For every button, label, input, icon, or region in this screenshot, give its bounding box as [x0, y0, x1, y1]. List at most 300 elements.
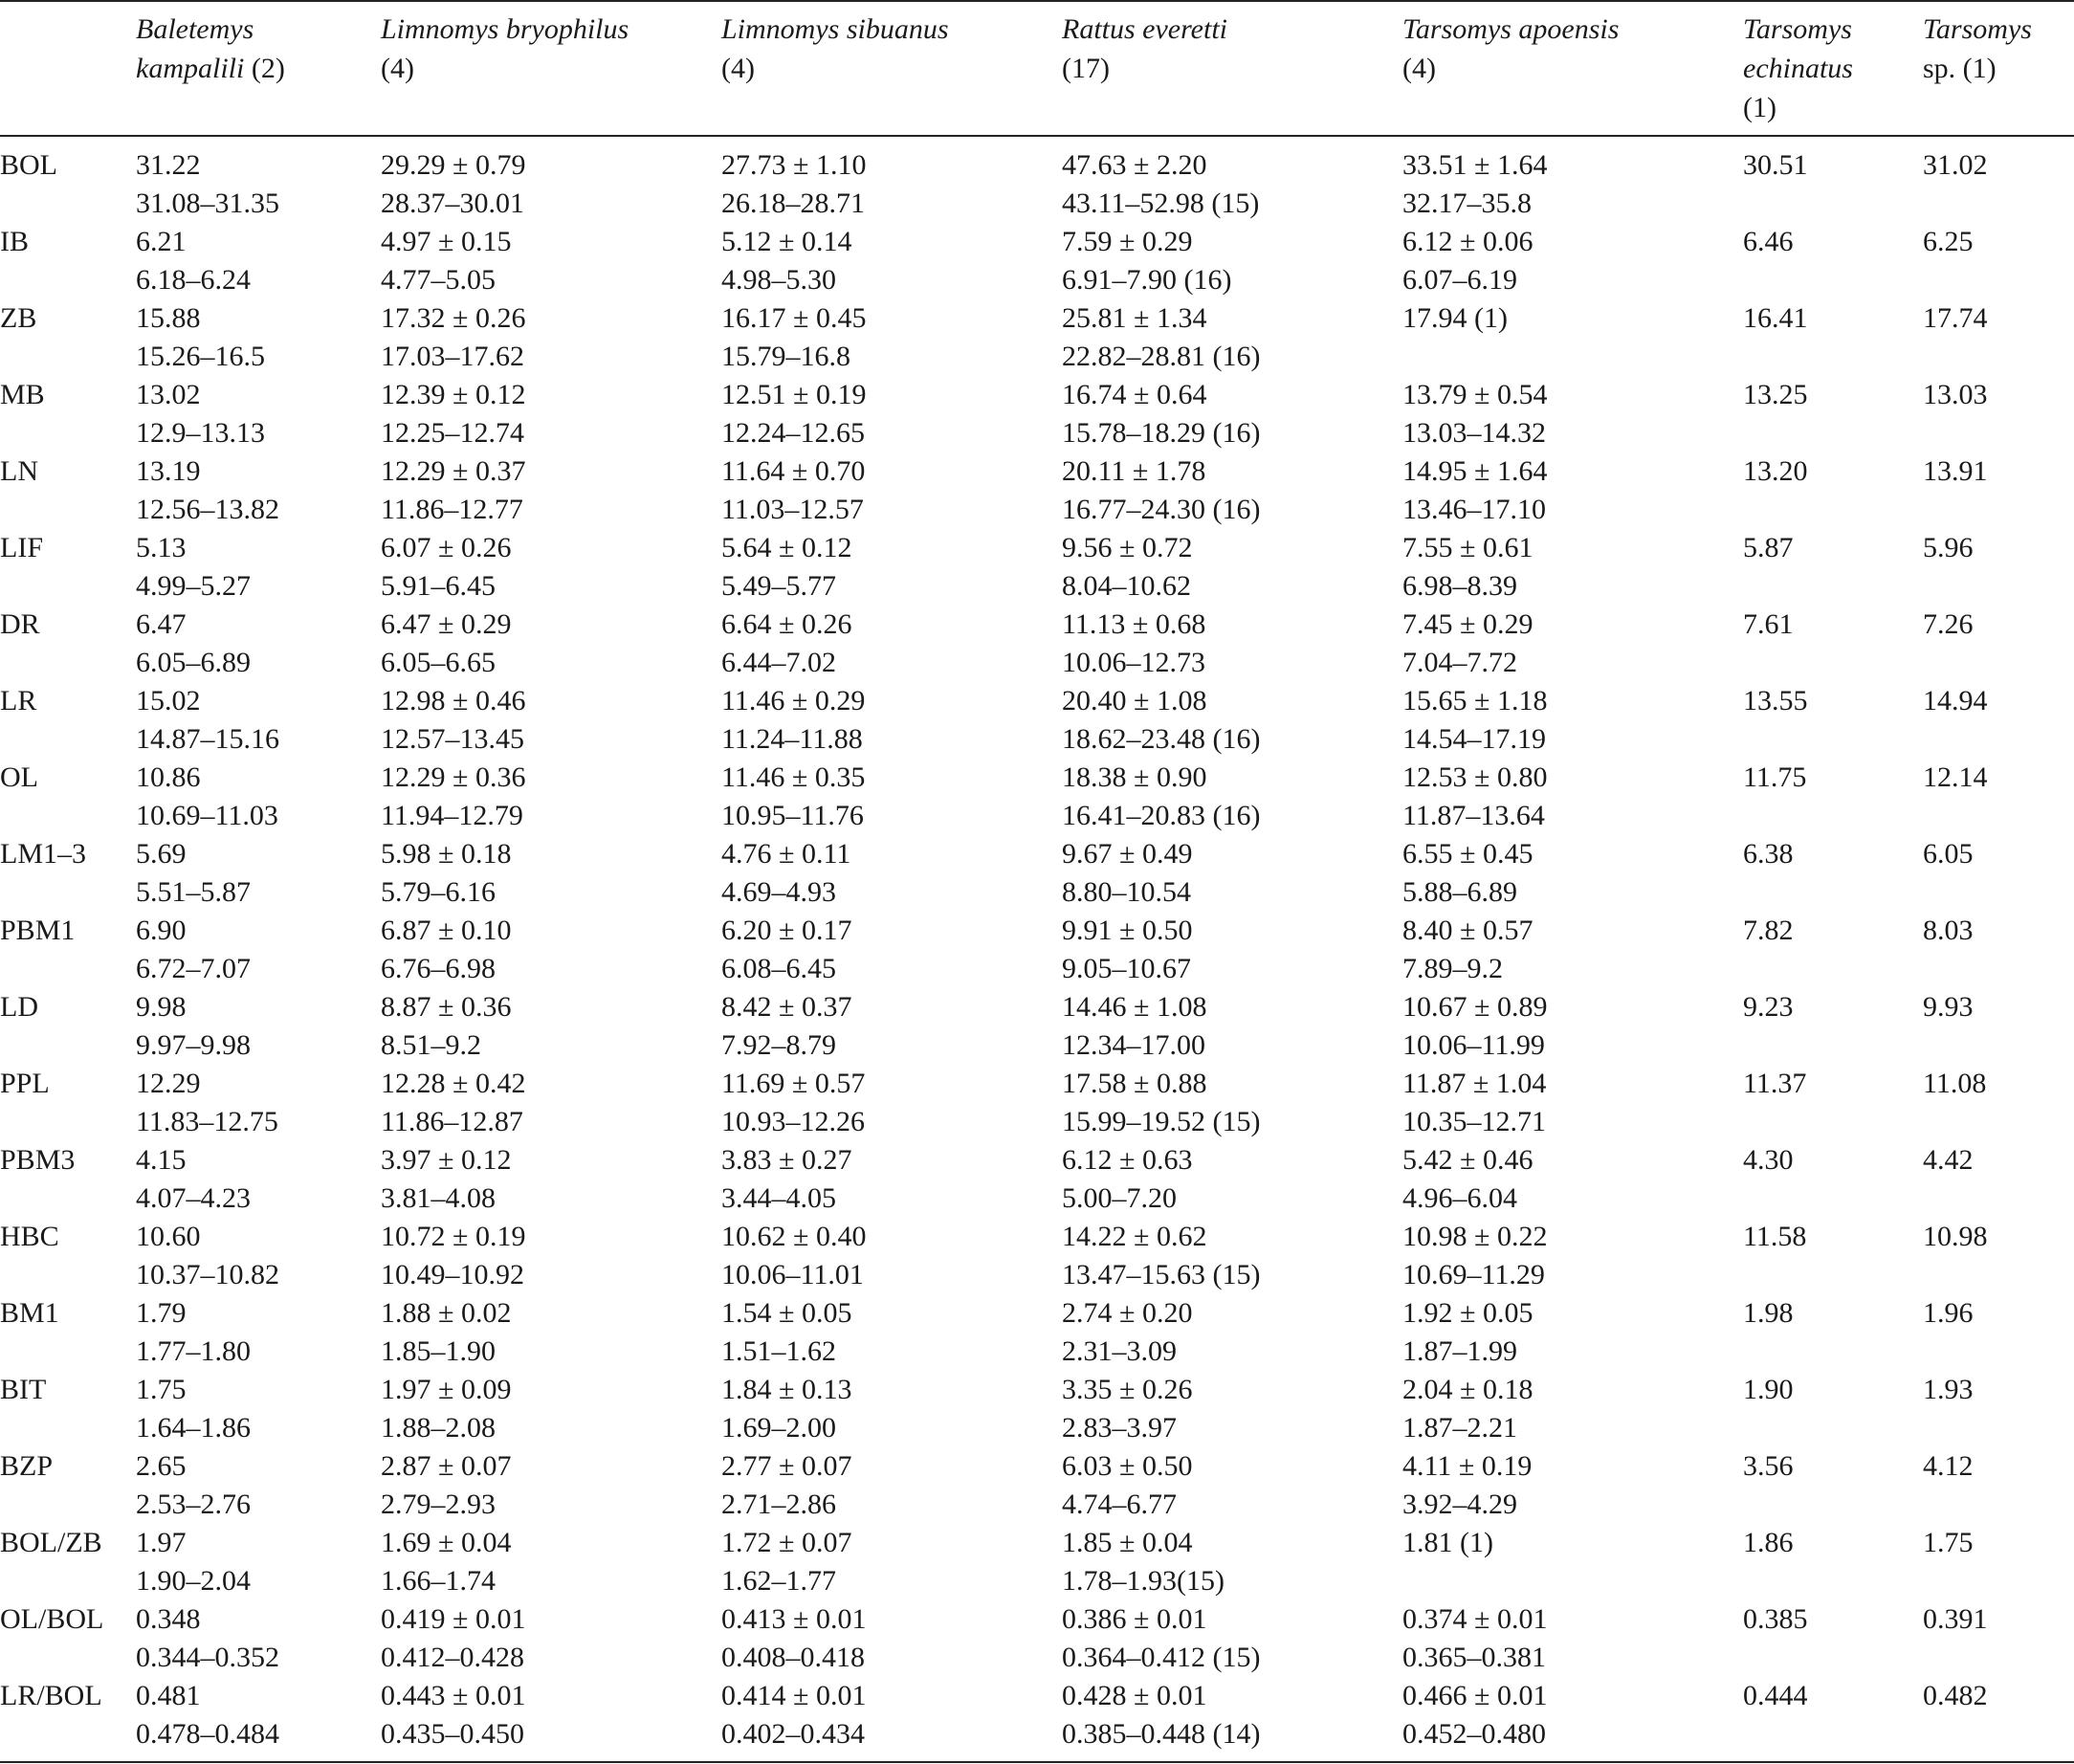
range-value-cell: 6.44–7.02: [721, 647, 836, 678]
empty-cell: [0, 1103, 136, 1141]
range-value-cell: 3.92–4.29: [1402, 1488, 1517, 1520]
mean-value-cell: 47.63 ± 2.20: [1062, 149, 1207, 181]
range-value-cell: [1743, 1256, 1923, 1294]
table-row-mean: [0, 1065, 2074, 1103]
mean-value-cell: 11.87 ± 1.04: [1402, 1068, 1547, 1099]
range-value-cell: 11.86–12.87: [381, 1106, 523, 1137]
header-cell-species: [136, 1, 381, 136]
range-value-cell: [1923, 1639, 2074, 1677]
mean-value-cell: 11.46 ± 0.35: [721, 761, 866, 793]
mean-value-cell: 0.386 ± 0.01: [1062, 1603, 1207, 1635]
range-value-cell: 31.08–31.35: [136, 187, 279, 219]
range-value-cell: 0.408–0.418: [721, 1642, 865, 1673]
range-value-cell: 2.83–3.97: [1062, 1412, 1177, 1444]
range-value-cell: 1.64–1.86: [136, 1412, 251, 1444]
mean-value-cell: 5.98 ± 0.18: [381, 838, 512, 870]
mean-value-cell: 1.90: [1743, 1374, 1794, 1405]
range-value-cell: 8.04–10.62: [1062, 570, 1191, 602]
mean-value-cell: 14.95 ± 1.64: [1402, 455, 1548, 487]
mean-value-cell: 2.65: [136, 1450, 187, 1482]
range-value-cell: 13.03–14.32: [1402, 417, 1546, 449]
mean-value-cell: 15.02: [136, 685, 201, 717]
range-value-cell: 11.86–12.77: [381, 494, 523, 525]
mean-value-cell: 18.38 ± 0.90: [1062, 761, 1207, 793]
mean-value-cell: 3.35 ± 0.26: [1062, 1374, 1193, 1405]
range-value-cell: [1743, 338, 1923, 376]
range-value-cell: 6.05–6.89: [136, 647, 251, 678]
mean-value-cell: 0.482: [1923, 1680, 1988, 1711]
table-row-range: [0, 338, 2074, 376]
range-value-cell: [1923, 1562, 2074, 1600]
range-value-cell: [1743, 567, 1923, 606]
table-row-mean: [0, 1600, 2074, 1639]
range-value-cell: 6.91–7.90 (16): [1062, 264, 1232, 296]
range-value-cell: 3.44–4.05: [721, 1182, 836, 1214]
header-cell-species: [1402, 1, 1743, 136]
range-value-cell: 9.97–9.98: [136, 1029, 251, 1061]
range-value-cell: [1923, 1103, 2074, 1141]
variable-label: LN: [0, 455, 38, 487]
range-value-cell: 10.95–11.76: [721, 800, 864, 831]
mean-value-cell: 10.98: [1923, 1221, 1988, 1252]
table-row-range: [0, 1409, 2074, 1447]
range-value-cell: 11.83–12.75: [136, 1106, 278, 1137]
range-value-cell: [1402, 338, 1743, 376]
mean-value-cell: 13.03: [1923, 379, 1988, 410]
range-value-cell: 7.92–8.79: [721, 1029, 836, 1061]
mean-value-cell: 2.74 ± 0.20: [1062, 1297, 1193, 1329]
range-value-cell: 11.87–13.64: [1402, 800, 1545, 831]
range-value-cell: 13.46–17.10: [1402, 494, 1546, 525]
mean-value-cell: 8.87 ± 0.36: [381, 991, 512, 1023]
mean-value-cell: 11.58: [1743, 1221, 1807, 1252]
table-row-mean: [0, 136, 2074, 185]
range-value-cell: [1402, 1562, 1743, 1600]
range-value-cell: 5.88–6.89: [1402, 876, 1517, 908]
mean-value-cell: 8.42 ± 0.37: [721, 991, 852, 1023]
mean-value-cell: 0.444: [1743, 1680, 1808, 1711]
range-value-cell: 0.385–0.448 (14): [1062, 1715, 1402, 1762]
range-value-cell: 4.07–4.23: [136, 1182, 251, 1214]
empty-cell: [0, 261, 136, 299]
range-value-cell: 4.74–6.77: [1062, 1488, 1177, 1520]
range-value-cell: 5.49–5.77: [721, 570, 836, 602]
mean-value-cell: 11.37: [1743, 1068, 1807, 1099]
mean-value-cell: 1.69 ± 0.04: [381, 1527, 512, 1558]
range-value-cell: 10.06–11.99: [1402, 1029, 1545, 1061]
range-value-cell: 0.344–0.352: [136, 1642, 279, 1673]
mean-value-cell: 9.93: [1923, 991, 1974, 1023]
mean-value-cell: 10.67 ± 0.89: [1402, 991, 1548, 1023]
table-row-mean: [0, 606, 2074, 644]
range-value-cell: [1743, 1486, 1923, 1524]
range-value-cell: 6.05–6.65: [381, 647, 496, 678]
range-value-cell: 4.96–6.04: [1402, 1182, 1517, 1214]
table-row-range: [0, 1026, 2074, 1065]
mean-value-cell: 7.61: [1743, 608, 1794, 640]
range-value-cell: 5.79–6.16: [381, 876, 496, 908]
range-value-cell: [1923, 1486, 2074, 1524]
header-cell-species: [381, 1, 721, 136]
mean-value-cell: 17.58 ± 0.88: [1062, 1068, 1207, 1099]
mean-value-cell: 20.40 ± 1.08: [1062, 685, 1207, 717]
mean-value-cell: 1.79: [136, 1297, 187, 1329]
range-value-cell: 6.08–6.45: [721, 953, 836, 984]
mean-value-cell: 6.12 ± 0.06: [1402, 226, 1533, 257]
variable-label: OL/BOL: [0, 1603, 104, 1635]
table-row-mean: [0, 1677, 2074, 1715]
header-cell-variable: [0, 1, 136, 136]
mean-value-cell: 5.42 ± 0.46: [1402, 1144, 1533, 1176]
table-row-range: [0, 1715, 2074, 1762]
mean-value-cell: 9.91 ± 0.50: [1062, 915, 1193, 946]
range-value-cell: [1743, 1562, 1923, 1600]
header-text: (4): [721, 53, 755, 84]
empty-cell: [0, 185, 136, 223]
table-row-mean: [0, 223, 2074, 261]
range-value-cell: [1743, 1639, 1923, 1677]
mean-value-cell: 12.29 ± 0.37: [381, 455, 526, 487]
variable-label: LM1–3: [0, 838, 86, 870]
table-row-mean: [0, 452, 2074, 491]
range-value-cell: [1923, 873, 2074, 912]
header-text: Tarsomys: [1743, 13, 1852, 45]
mean-value-cell: 33.51 ± 1.64: [1402, 149, 1548, 181]
range-value-cell: 5.00–7.20: [1062, 1182, 1177, 1214]
variable-label: BOL/ZB: [0, 1527, 102, 1558]
range-value-cell: [1923, 491, 2074, 529]
table-body: [0, 136, 2074, 1762]
range-value-cell: [1923, 414, 2074, 452]
range-value-cell: 18.62–23.48 (16): [1062, 723, 1261, 755]
range-value-cell: 6.18–6.24: [136, 264, 251, 296]
mean-value-cell: 4.42: [1923, 1144, 1974, 1176]
mean-value-cell: 1.54 ± 0.05: [721, 1297, 852, 1329]
range-value-cell: 14.87–15.16: [136, 723, 279, 755]
mean-value-cell: 6.25: [1923, 226, 1974, 257]
mean-value-cell: 3.83 ± 0.27: [721, 1144, 852, 1176]
mean-value-cell: 17.32 ± 0.26: [381, 302, 526, 334]
range-value-cell: 4.69–4.93: [721, 876, 836, 908]
range-value-cell: 17.03–17.62: [381, 341, 524, 372]
mean-value-cell: 1.96: [1923, 1297, 1974, 1329]
range-value-cell: 1.85–1.90: [381, 1335, 496, 1367]
table-row-mean: [0, 835, 2074, 873]
mean-value-cell: 5.87: [1743, 532, 1794, 563]
mean-value-cell: 16.17 ± 0.45: [721, 302, 867, 334]
mean-value-cell: 1.97: [136, 1527, 187, 1558]
range-value-cell: 16.41–20.83 (16): [1062, 800, 1261, 831]
mean-value-cell: 27.73 ± 1.10: [721, 149, 867, 181]
table-row-range: [0, 261, 2074, 299]
mean-value-cell: 11.75: [1743, 761, 1807, 793]
mean-value-cell: 6.90: [136, 915, 187, 946]
range-value-cell: 32.17–35.8: [1402, 187, 1532, 219]
mean-value-cell: 1.97 ± 0.09: [381, 1374, 512, 1405]
range-value-cell: 1.87–1.99: [1402, 1335, 1517, 1367]
mean-value-cell: 4.11 ± 0.19: [1402, 1450, 1533, 1482]
table-row-range: [0, 1562, 2074, 1600]
mean-value-cell: 10.62 ± 0.40: [721, 1221, 867, 1252]
empty-cell: [0, 1333, 136, 1371]
variable-label: OL: [0, 761, 38, 793]
range-value-cell: 1.69–2.00: [721, 1412, 836, 1444]
mean-value-cell: 3.56: [1743, 1450, 1794, 1482]
range-value-cell: [1923, 185, 2074, 223]
table-row-range: [0, 720, 2074, 759]
header-text: sp. (1): [1923, 53, 1997, 84]
table-row-range: [0, 1486, 2074, 1524]
range-value-cell: [1923, 1409, 2074, 1447]
table-row-range: [0, 414, 2074, 452]
range-value-cell: 10.69–11.03: [136, 800, 278, 831]
range-value-cell: 15.99–19.52 (15): [1062, 1106, 1261, 1137]
mean-value-cell: 0.348: [136, 1603, 201, 1635]
mean-value-cell: 1.75: [1923, 1527, 1974, 1558]
mean-value-cell: 5.96: [1923, 532, 1974, 563]
mean-value-cell: 4.76 ± 0.11: [721, 838, 851, 870]
range-value-cell: 1.77–1.80: [136, 1335, 251, 1367]
range-value-cell: 11.24–11.88: [721, 723, 863, 755]
mean-value-cell: 13.02: [136, 379, 201, 410]
mean-value-cell: 16.74 ± 0.64: [1062, 379, 1207, 410]
range-value-cell: [1743, 414, 1923, 452]
table-row-mean: [0, 912, 2074, 950]
header-text: Baletemys: [136, 13, 254, 45]
table-row-range: [0, 950, 2074, 988]
range-value-cell: 9.05–10.67: [1062, 953, 1191, 984]
mean-value-cell: 2.77 ± 0.07: [721, 1450, 852, 1482]
mean-value-cell: 17.94 (1): [1402, 302, 1508, 334]
mean-value-cell: 12.39 ± 0.12: [381, 379, 526, 410]
header-text: Limnomys sibuanus: [721, 13, 949, 45]
mean-value-cell: 10.72 ± 0.19: [381, 1221, 526, 1252]
mean-value-cell: 1.75: [136, 1374, 187, 1405]
range-value-cell: 0.478–0.484: [136, 1715, 381, 1762]
mean-value-cell: 1.81 (1): [1402, 1527, 1493, 1558]
range-value-cell: 12.57–13.45: [381, 723, 524, 755]
table-row-range: [0, 1639, 2074, 1677]
header-text: Tarsomys: [1923, 13, 2032, 45]
range-value-cell: 12.9–13.13: [136, 417, 265, 449]
variable-label: PPL: [0, 1068, 50, 1099]
range-value-cell: 10.93–12.26: [721, 1106, 865, 1137]
header-cell-species: [1743, 1, 1923, 136]
range-value-cell: [1743, 1409, 1923, 1447]
mean-value-cell: 13.19: [136, 455, 201, 487]
mean-value-cell: 6.21: [136, 226, 187, 257]
table-row-range: [0, 1256, 2074, 1294]
mean-value-cell: 31.02: [1923, 149, 1988, 181]
range-value-cell: 6.98–8.39: [1402, 570, 1517, 602]
mean-value-cell: 25.81 ± 1.34: [1062, 302, 1207, 334]
mean-value-cell: 13.25: [1743, 379, 1808, 410]
table-row-range: [0, 797, 2074, 835]
mean-value-cell: 6.05: [1923, 838, 1974, 870]
range-value-cell: 15.78–18.29 (16): [1062, 417, 1261, 449]
range-value-cell: 1.87–2.21: [1402, 1412, 1517, 1444]
range-value-cell: 0.365–0.381: [1402, 1642, 1546, 1673]
table-row-mean: [0, 682, 2074, 720]
range-value-cell: 0.412–0.428: [381, 1642, 524, 1673]
table-row-mean: [0, 1524, 2074, 1562]
mean-value-cell: 12.51 ± 0.19: [721, 379, 867, 410]
range-value-cell: 2.31–3.09: [1062, 1335, 1177, 1367]
variable-label: HBC: [0, 1221, 59, 1252]
range-value-cell: [1743, 644, 1923, 682]
header-text: Limnomys bryophilus: [381, 13, 629, 45]
range-value-cell: 2.71–2.86: [721, 1488, 836, 1520]
range-value-cell: [1923, 261, 2074, 299]
empty-cell: [0, 797, 136, 835]
range-value-cell: 0.452–0.480: [1402, 1715, 1743, 1762]
range-value-cell: [1743, 185, 1923, 223]
variable-label: PBM1: [0, 915, 76, 946]
range-value-cell: 12.25–12.74: [381, 417, 524, 449]
mean-value-cell: 16.41: [1743, 302, 1808, 334]
range-value-cell: [1743, 1715, 1923, 1762]
table-row-mean: [0, 988, 2074, 1026]
range-value-cell: 28.37–30.01: [381, 187, 524, 219]
mean-value-cell: 4.97 ± 0.15: [381, 226, 512, 257]
range-value-cell: 10.06–11.01: [721, 1259, 864, 1290]
range-value-cell: 1.90–2.04: [136, 1565, 251, 1597]
range-value-cell: 43.11–52.98 (15): [1062, 187, 1260, 219]
mean-value-cell: 0.481: [136, 1680, 201, 1711]
table-row-range: [0, 1103, 2074, 1141]
table-row-range: [0, 1333, 2074, 1371]
table-row-mean: [0, 1447, 2074, 1486]
mean-value-cell: 1.98: [1743, 1297, 1794, 1329]
range-value-cell: [1743, 950, 1923, 988]
mean-value-cell: 0.428 ± 0.01: [1062, 1680, 1207, 1711]
empty-cell: [0, 1026, 136, 1065]
mean-value-cell: 6.47 ± 0.29: [381, 608, 512, 640]
mean-value-cell: 6.64 ± 0.26: [721, 608, 852, 640]
range-value-cell: 7.04–7.72: [1402, 647, 1517, 678]
mean-value-cell: 7.45 ± 0.29: [1402, 608, 1533, 640]
mean-value-cell: 20.11 ± 1.78: [1062, 455, 1206, 487]
mean-value-cell: 0.466 ± 0.01: [1402, 1680, 1548, 1711]
range-value-cell: [1743, 1333, 1923, 1371]
mean-value-cell: 7.82: [1743, 915, 1794, 946]
header-cell-species: [1923, 1, 2074, 136]
mean-value-cell: 15.65 ± 1.18: [1402, 685, 1548, 717]
range-value-cell: [1743, 491, 1923, 529]
mean-value-cell: 1.93: [1923, 1374, 1974, 1405]
range-value-cell: 1.66–1.74: [381, 1565, 496, 1597]
mean-value-cell: 29.29 ± 0.79: [381, 149, 526, 181]
range-value-cell: [1923, 1333, 2074, 1371]
range-value-cell: 1.78–1.93(15): [1062, 1565, 1225, 1597]
mean-value-cell: 7.26: [1923, 608, 1974, 640]
range-value-cell: 8.80–10.54: [1062, 876, 1191, 908]
mean-value-cell: 1.72 ± 0.07: [721, 1527, 852, 1558]
mean-value-cell: 9.56 ± 0.72: [1062, 532, 1193, 563]
header-text: (4): [1402, 53, 1436, 84]
empty-cell: [0, 1486, 136, 1524]
range-value-cell: 8.51–9.2: [381, 1029, 481, 1061]
table-row-mean: [0, 1371, 2074, 1409]
mean-value-cell: 6.12 ± 0.63: [1062, 1144, 1193, 1176]
range-value-cell: [1743, 797, 1923, 835]
mean-value-cell: 9.67 ± 0.49: [1062, 838, 1193, 870]
range-value-cell: 26.18–28.71: [721, 187, 865, 219]
mean-value-cell: 30.51: [1743, 149, 1808, 181]
header-text: Tarsomys apoensis: [1402, 13, 1620, 45]
mean-value-cell: 0.374 ± 0.01: [1402, 1603, 1548, 1635]
mean-value-cell: 14.94: [1923, 685, 1988, 717]
header-cell-species: [1062, 1, 1402, 136]
empty-cell: [0, 338, 136, 376]
variable-label: BZP: [0, 1450, 54, 1482]
table-row-range: [0, 1180, 2074, 1218]
mean-value-cell: 0.413 ± 0.01: [721, 1603, 867, 1635]
range-value-cell: [1743, 1103, 1923, 1141]
variable-label: BIT: [0, 1374, 47, 1405]
mean-value-cell: 11.46 ± 0.29: [721, 685, 866, 717]
mean-value-cell: 13.20: [1743, 455, 1808, 487]
range-value-cell: [1923, 1180, 2074, 1218]
mean-value-cell: 12.14: [1923, 761, 1988, 793]
mean-value-cell: 6.55 ± 0.45: [1402, 838, 1533, 870]
table-header: [0, 1, 2074, 136]
mean-value-cell: 10.98 ± 0.22: [1402, 1221, 1548, 1252]
range-value-cell: 0.364–0.412 (15): [1062, 1642, 1261, 1673]
range-value-cell: 13.47–15.63 (15): [1062, 1259, 1261, 1290]
range-value-cell: 10.37–10.82: [136, 1259, 279, 1290]
mean-value-cell: 2.87 ± 0.07: [381, 1450, 512, 1482]
mean-value-cell: 7.59 ± 0.29: [1062, 226, 1193, 257]
range-value-cell: 2.79–2.93: [381, 1488, 496, 1520]
header-text: echinatus: [1743, 53, 1853, 84]
variable-label: LD: [0, 991, 38, 1023]
mean-value-cell: 17.74: [1923, 302, 1988, 334]
header-text: (4): [381, 53, 414, 84]
range-value-cell: 5.51–5.87: [136, 876, 251, 908]
range-value-cell: [1743, 873, 1923, 912]
table-row-range: [0, 567, 2074, 606]
header-cell-species: [721, 1, 1062, 136]
mean-value-cell: 0.443 ± 0.01: [381, 1680, 526, 1711]
empty-cell: [0, 1256, 136, 1294]
range-value-cell: 14.54–17.19: [1402, 723, 1546, 755]
range-value-cell: 10.69–11.29: [1402, 1259, 1545, 1290]
mean-value-cell: 8.03: [1923, 915, 1974, 946]
mean-value-cell: 3.97 ± 0.12: [381, 1144, 512, 1176]
empty-cell: [0, 873, 136, 912]
header-text: kampalili: [136, 53, 245, 84]
empty-cell: [0, 414, 136, 452]
empty-cell: [0, 1180, 136, 1218]
mean-value-cell: 11.08: [1923, 1068, 1987, 1099]
mean-value-cell: 4.15: [136, 1144, 187, 1176]
range-value-cell: 1.62–1.77: [721, 1565, 836, 1597]
mean-value-cell: 11.13 ± 0.68: [1062, 608, 1206, 640]
range-value-cell: 12.56–13.82: [136, 494, 279, 525]
empty-cell: [0, 1715, 136, 1762]
mean-value-cell: 14.22 ± 0.62: [1062, 1221, 1207, 1252]
range-value-cell: [1743, 1180, 1923, 1218]
mean-value-cell: 7.55 ± 0.61: [1402, 532, 1533, 563]
table-row-mean: [0, 1141, 2074, 1180]
range-value-cell: 4.98–5.30: [721, 264, 836, 296]
table-row-mean: [0, 1294, 2074, 1333]
range-value-cell: 15.79–16.8: [721, 341, 850, 372]
table-row-range: [0, 491, 2074, 529]
table-row-mean: [0, 299, 2074, 338]
mean-value-cell: 6.87 ± 0.10: [381, 915, 512, 946]
